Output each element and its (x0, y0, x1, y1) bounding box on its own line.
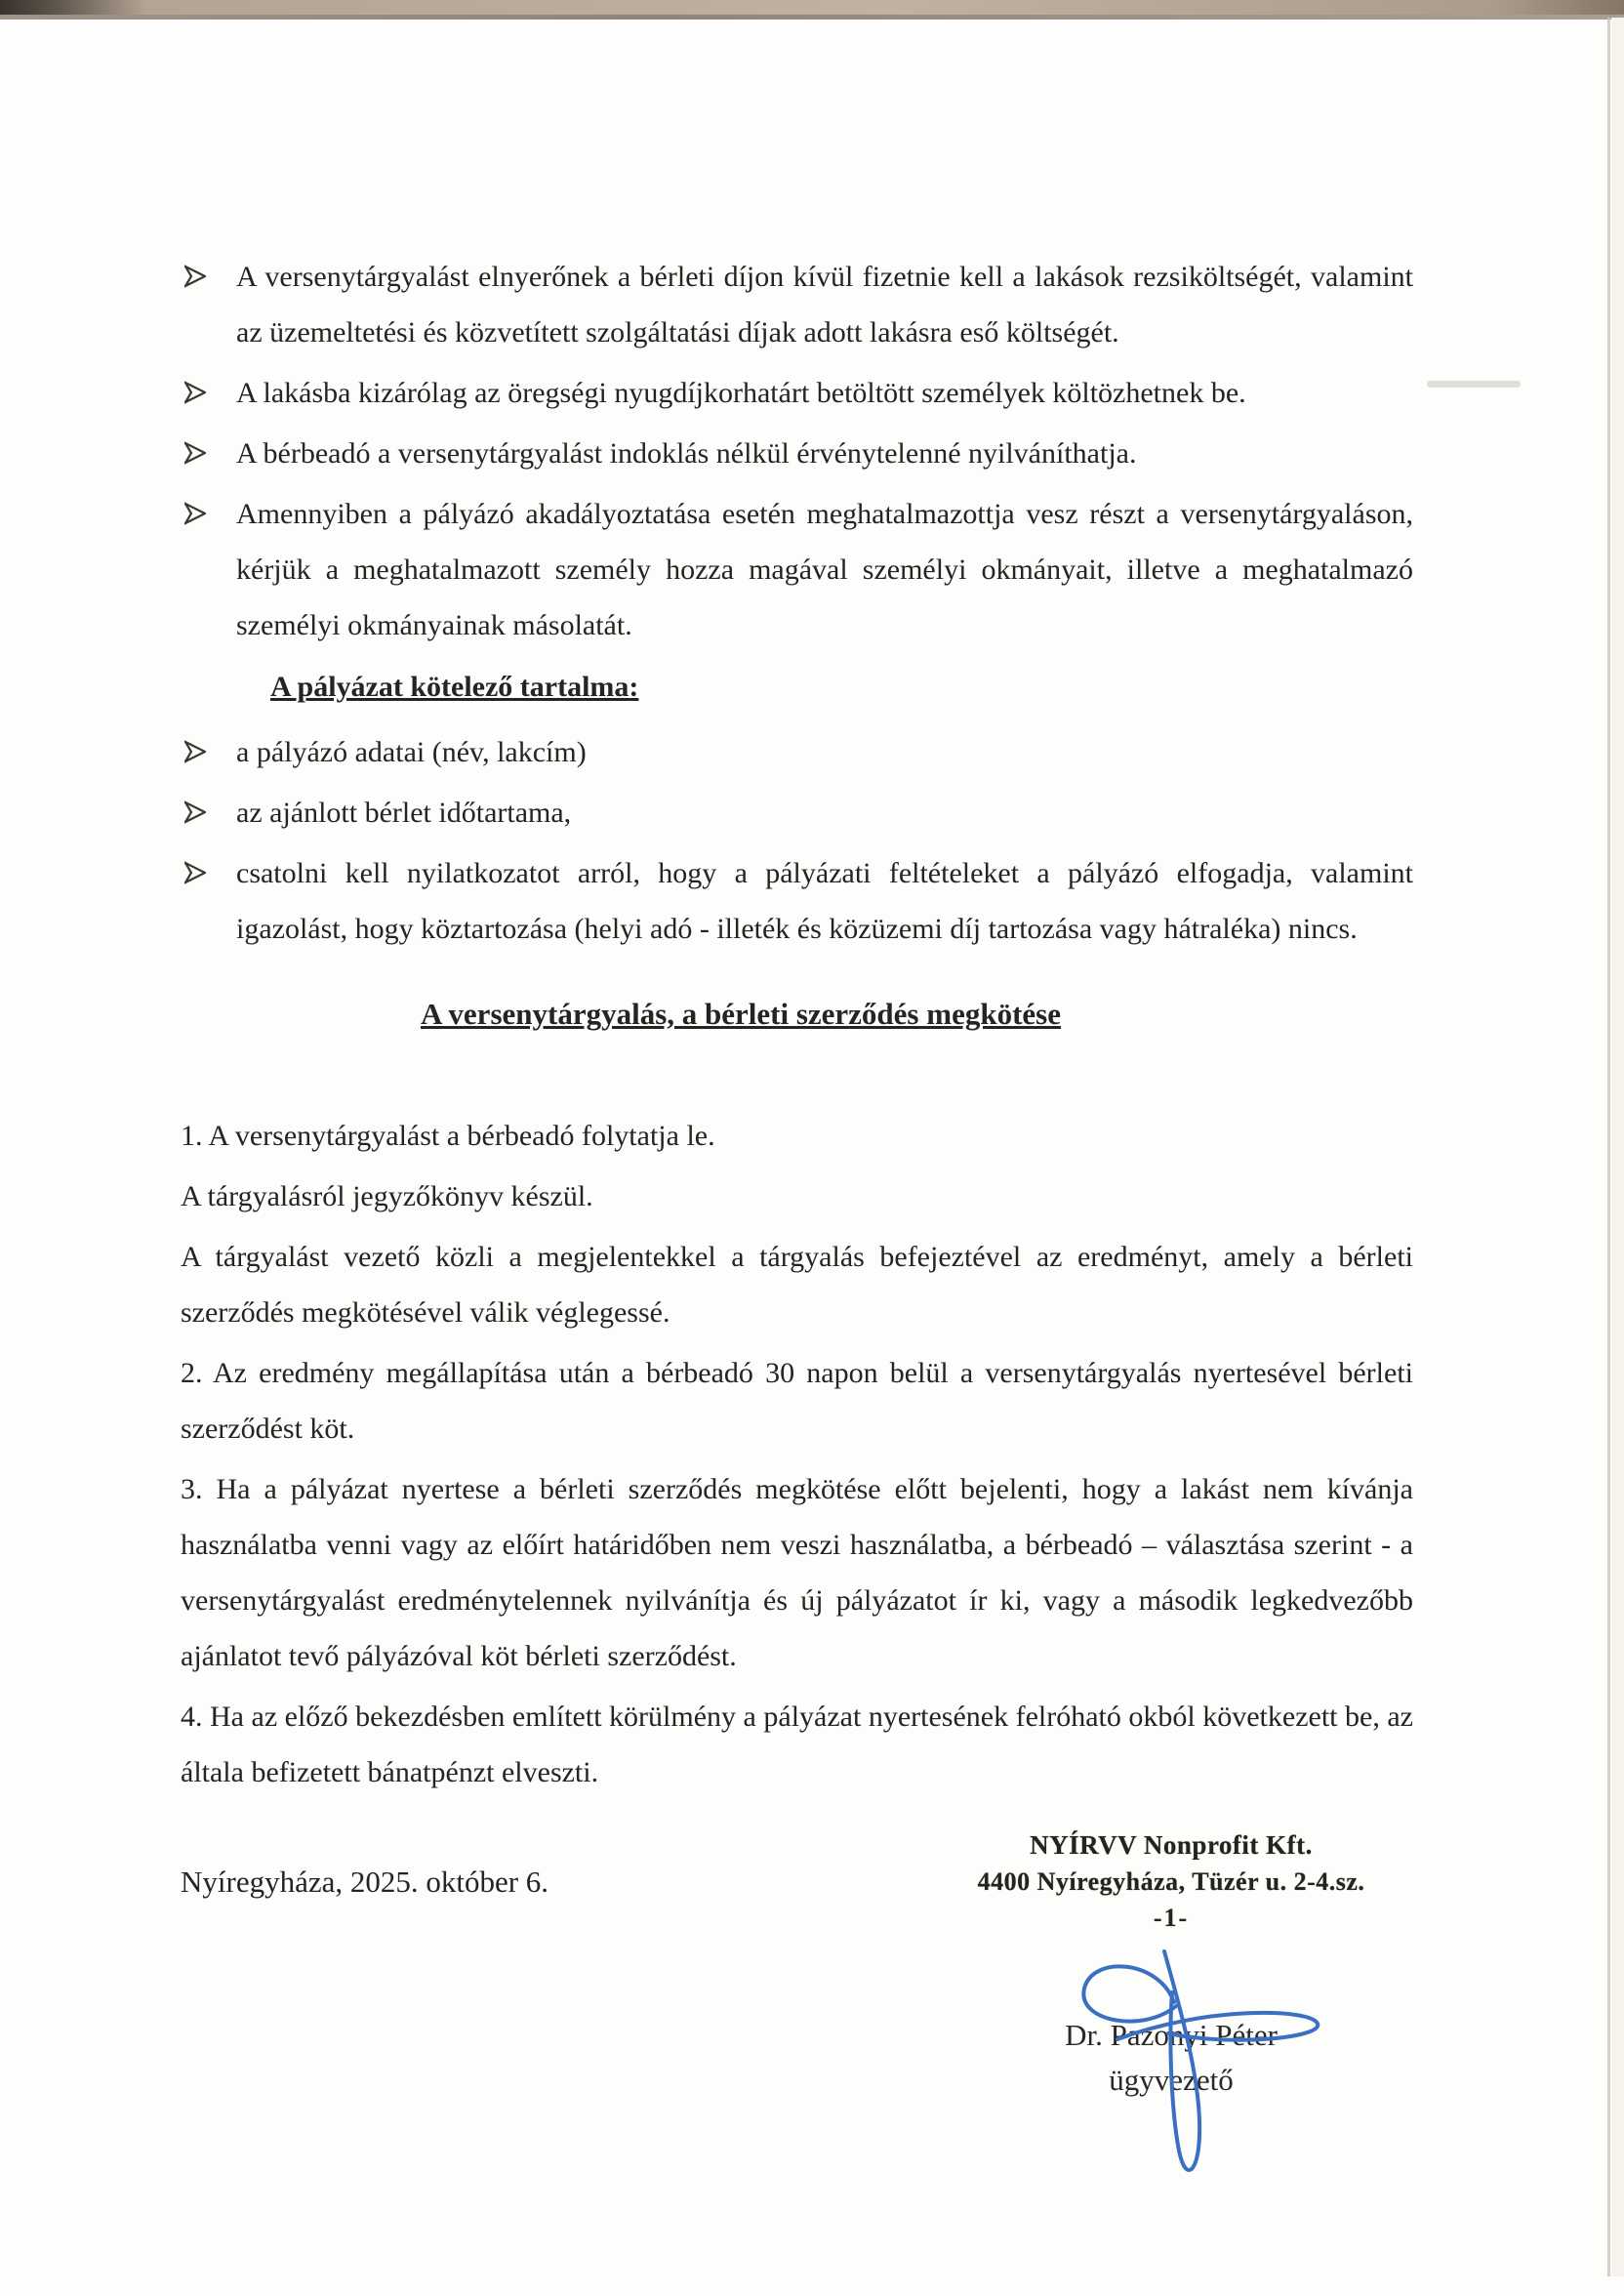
body-paragraph: 1. A versenytárgyalást a bérbeadó folytatja le. (181, 1120, 715, 1152)
paragraph-block (181, 1108, 1413, 1800)
stamp-address: 4400 Nyíregyháza, Tüzér u. 2-4.sz. (977, 1867, 1365, 1896)
body-paragraph: 3. Ha a pályázat nyertese a bérleti szerződés megkötése előtt bejelenti, hogy a lakást nem kívánja használatba venni vagy az előírt határidőben nem veszi használatba, a bérbeadó – választása szerint - a versenytárgyalást eredménytelennek nyilvánítja és új pályázatot ír ki, vagy a második legkedvezőbb ajánlatot tevő pályázóval köt bérleti szerződést. (181, 1473, 1413, 1672)
arrow-bullet-icon (184, 381, 206, 404)
section-heading-contract: A versenytárgyalás, a bérleti szerződés megkötése (421, 997, 1061, 1031)
body-paragraph: 4. Ha az előző bekezdésben említett körülmény a pályázat nyertesének felróható okból következett be, az általa befizetett bánatpénzt elveszti. (181, 1701, 1413, 1788)
stamp-company-name: NYÍRVV Nonprofit Kft. (1030, 1830, 1313, 1860)
signatory-name: Dr. Pazonyi Péter (1065, 2018, 1278, 2052)
list-item (181, 845, 1413, 957)
list-item (181, 486, 1413, 653)
section-heading-required-content: A pályázat kötelező tartalma: (270, 671, 639, 703)
list-item-text: a pályázó adatai (név, lakcím) (236, 736, 587, 768)
list-item (181, 249, 1413, 360)
document-body (181, 0, 1413, 1909)
list-item (181, 426, 1413, 481)
signatory-block (971, 2013, 1371, 2103)
body-paragraph: 2. Az eredmény megállapítása után a bérbeadó 30 napon belül a versenytárgyalás nyertesével bérleti szerződést köt. (181, 1357, 1413, 1445)
arrow-bullet-icon (184, 800, 206, 824)
list-item-text: A lakásba kizárólag az öregségi nyugdíjkorhatárt betöltött személyek költözhetnek be. (236, 377, 1246, 409)
list-item-text: Amennyiben a pályázó akadályoztatása esetén meghatalmazottja vesz részt a versenytárgyaláson, kérjük a meghatalmazott személy hozza magával személyi okmányait, illetve a meghatalmazó személyi okmányainak másolatát. (236, 498, 1413, 641)
list-item-text: A bérbeadó a versenytárgyalást indoklás nélkül érvénytelenné nyilváníthatja. (236, 437, 1137, 470)
required-content-bullet-list (181, 724, 1413, 957)
list-item-text: A versenytárgyalást elnyerőnek a bérleti díjon kívül fizetnie kell a lakások rezsiköltségét, valamint az üzemeltetési és közvetített szolgáltatási díjak adott lakásra eső költségét. (236, 261, 1413, 348)
arrow-bullet-icon (184, 441, 206, 465)
scan-right-margin (1611, 18, 1624, 2276)
date-line: Nyíregyháza, 2025. október 6. (181, 1865, 549, 1899)
body-paragraph: A tárgyalást vezető közli a megjelentekkel a tárgyalás befejeztével az eredményt, amely a bérleti szerződés megkötésével válik véglegessé. (181, 1241, 1413, 1329)
arrow-bullet-icon (184, 265, 206, 288)
list-item-text: csatolni kell nyilatkozatot arról, hogy a pályázati feltételeket a pályázó elfogadja, valamint igazolást, hogy köztartozása (helyi adó - illeték és közüzemi díj tartozása vagy hátraléka) nincs. (236, 857, 1413, 945)
signatory-title: ügyvezető (1109, 2063, 1234, 2097)
scan-right-edge-line (1607, 18, 1610, 2276)
body-paragraph: A tárgyalásról jegyzőkönyv készül. (181, 1180, 593, 1212)
scan-smudge (1427, 381, 1521, 388)
list-item (181, 724, 1413, 780)
intro-bullet-list (181, 249, 1413, 653)
company-stamp (971, 1827, 1371, 1936)
list-item-text: az ajánlott bérlet időtartama, (236, 797, 572, 829)
stamp-number: -1- (1153, 1904, 1190, 1932)
list-item (181, 365, 1413, 421)
arrow-bullet-icon (184, 740, 206, 763)
arrow-bullet-icon (184, 861, 206, 884)
arrow-bullet-icon (184, 502, 206, 525)
list-item (181, 785, 1413, 840)
